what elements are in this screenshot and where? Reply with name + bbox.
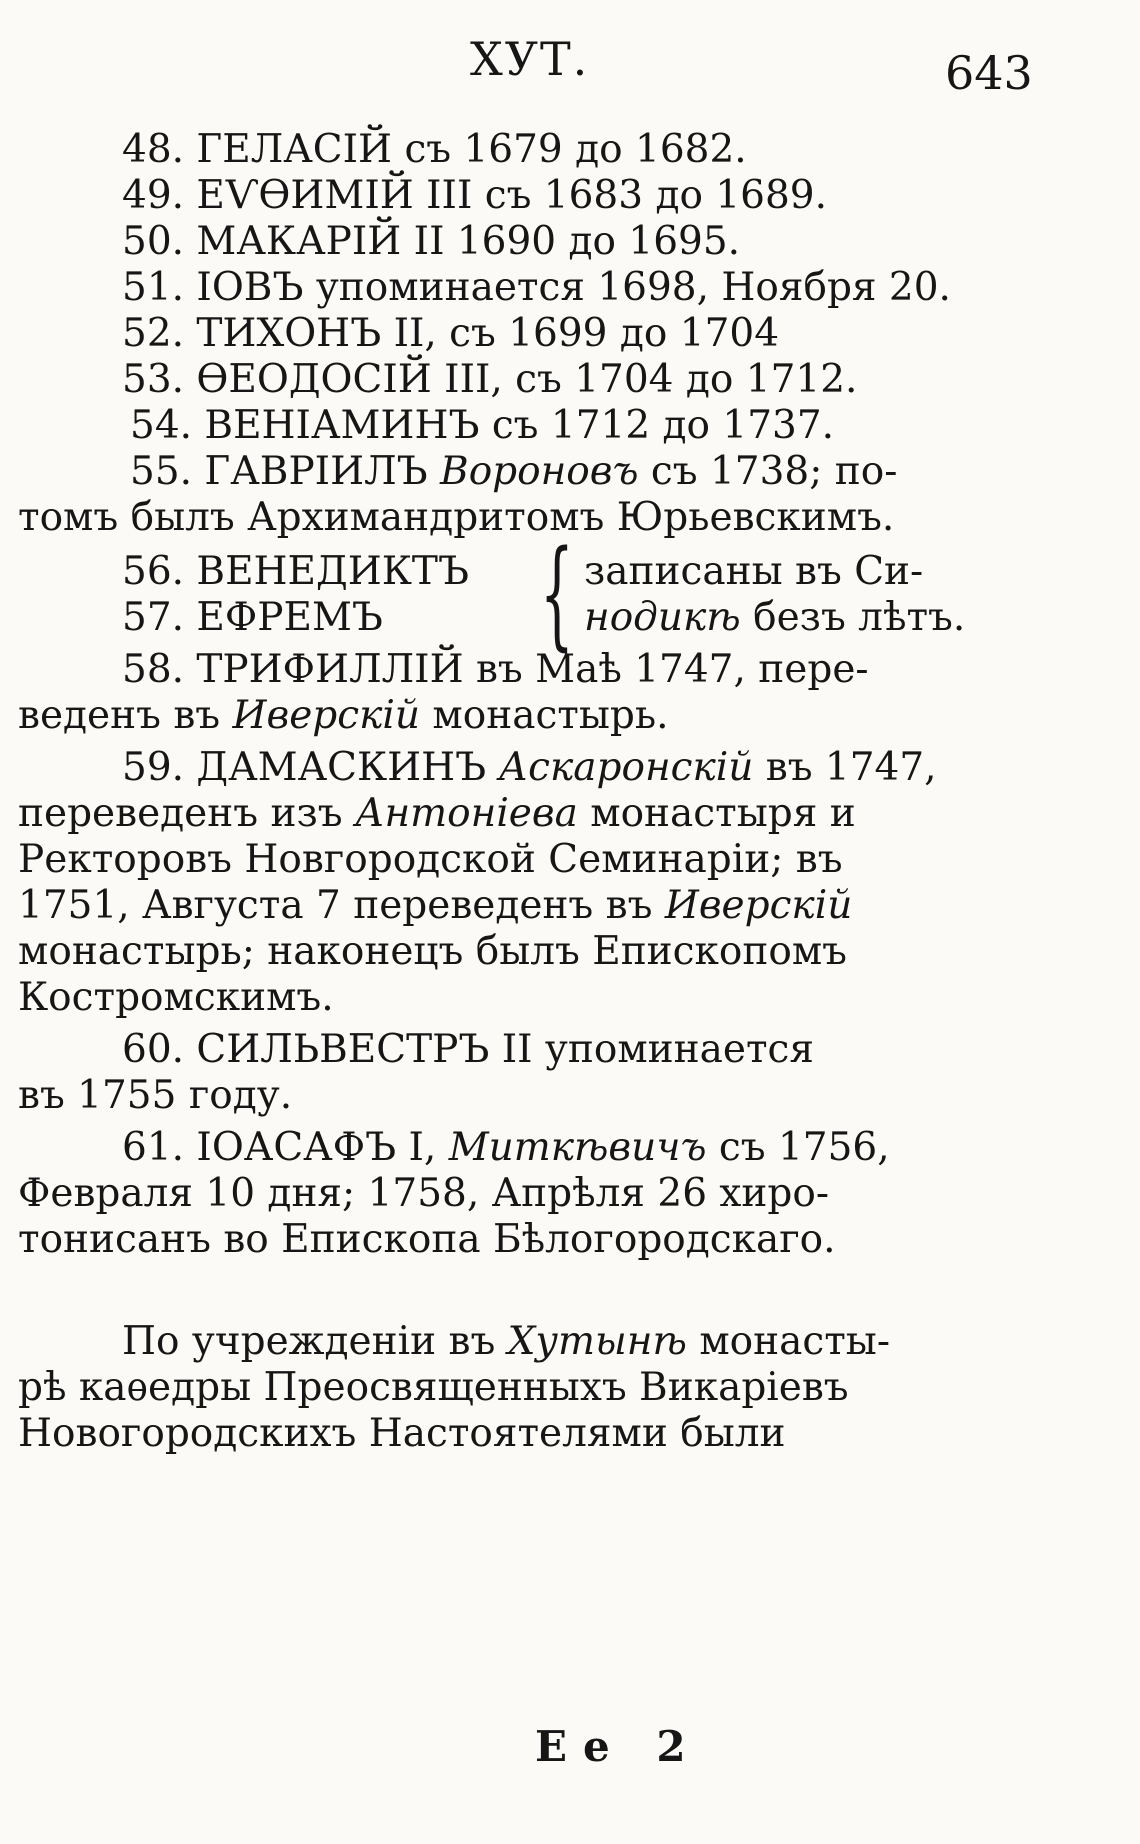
- entry-59-l2-pre: переведенъ изъ: [18, 791, 343, 836]
- entry-61-line1: [122, 1125, 890, 1170]
- entry-56-name: 56. ВЕНЕДИКТЪ: [122, 549, 469, 594]
- entry-58-line2: [18, 693, 669, 738]
- entry-57-note-italic: нодикѣ: [584, 595, 741, 640]
- entry-48: 48. ГЕЛАСІЙ съ 1679 до 1682.: [122, 127, 747, 172]
- entry-53: 53. ѲЕОДОСІЙ III, съ 1704 до 1712.: [122, 357, 858, 402]
- entry-61-name: 61. ІОАСАФЪ I,: [122, 1125, 437, 1170]
- entry-59-surname: Аскаронскій: [498, 745, 754, 790]
- closing-line2: рѣ каѳедры Преосвященныхъ Викаріевъ: [18, 1365, 849, 1410]
- closing-l1-post: монасты-: [699, 1319, 891, 1364]
- entry-59-line1: [122, 745, 937, 790]
- closing-l1-pre: По учрежденіи въ: [122, 1319, 496, 1364]
- entry-59-l4-pre: 1751, Августа 7 переведенъ въ: [18, 883, 653, 928]
- entry-57-note-text: безъ лѣтъ.: [753, 595, 966, 640]
- closing-line3: Новогородскихъ Настоятелями были: [18, 1411, 786, 1456]
- closing-line1: [122, 1319, 891, 1364]
- entry-59-line2: [18, 791, 856, 836]
- signature-mark: Ее 2: [535, 1722, 702, 1771]
- entry-59-line4: [18, 883, 853, 928]
- entry-59-l2-italic: Антоніева: [354, 791, 578, 836]
- entry-61-date: съ 1756,: [718, 1125, 890, 1170]
- entry-58-post: монастырь.: [432, 693, 669, 738]
- entry-50: 50. МАКАРІЙ II 1690 до 1695.: [122, 219, 741, 264]
- entry-59-name: 59. ДАМАСКИНЪ: [122, 745, 487, 790]
- entry-61-surname: Миткѣвичъ: [448, 1125, 707, 1170]
- entry-55-line2: томъ былъ Архимандритомъ Юрьевскимъ.: [18, 495, 895, 540]
- entry-54: 54. ВЕНІАМИНЪ съ 1712 до 1737.: [130, 403, 835, 448]
- entry-49: 49. ЕѴѲИМІЙ III съ 1683 до 1689.: [122, 173, 827, 218]
- entry-59-line6: Костромскимъ.: [18, 975, 334, 1020]
- entry-58-pre: веденъ въ: [18, 693, 221, 738]
- entry-55-name: 55. ГАВРІИЛЪ: [130, 449, 428, 494]
- entry-59-date: въ 1747,: [765, 745, 937, 790]
- entry-59-line5: монастырь; наконецъ былъ Епископомъ: [18, 929, 847, 974]
- entry-51: 51. ІОВЪ упоминается 1698, Ноября 20.: [122, 265, 951, 310]
- entry-60-line2: въ 1755 году.: [18, 1073, 293, 1118]
- brace-glyph: {: [540, 524, 574, 662]
- entry-60-line1: 60. СИЛЬВЕСТРЪ II упоминается: [122, 1027, 815, 1072]
- page-number: 643: [945, 46, 1033, 100]
- running-head: ХУТ.: [470, 32, 590, 86]
- entry-61-line3: тонисанъ во Епископа Бѣлогородскаго.: [18, 1217, 836, 1262]
- entry-52: 52. ТИХОНЪ II, съ 1699 до 1704: [122, 311, 780, 356]
- entry-61-line2: Февраля 10 дня; 1758, Апрѣля 26 хиро-: [18, 1171, 830, 1216]
- entry-58-line1: 58. ТРИФИЛЛІЙ въ Маѣ 1747, пере-: [122, 647, 869, 692]
- entry-55-dates: съ 1738; по-: [650, 449, 898, 494]
- entry-57-note: [584, 595, 966, 640]
- entry-55-line1: [130, 449, 898, 494]
- entry-55-surname: Вороновъ: [440, 449, 639, 494]
- entry-56-note: записаны въ Си-: [584, 549, 924, 594]
- entry-59-l4-italic: Иверскій: [664, 883, 853, 928]
- entry-57-name: 57. ЕФРЕМЪ: [122, 595, 383, 640]
- entry-59-line3: Ректоровъ Новгородской Семинаріи; въ: [18, 837, 843, 882]
- entry-59-l2-post: монастыря и: [590, 791, 856, 836]
- entry-58-italic: Иверскій: [232, 693, 420, 738]
- closing-l1-italic: Хутынѣ: [507, 1319, 687, 1364]
